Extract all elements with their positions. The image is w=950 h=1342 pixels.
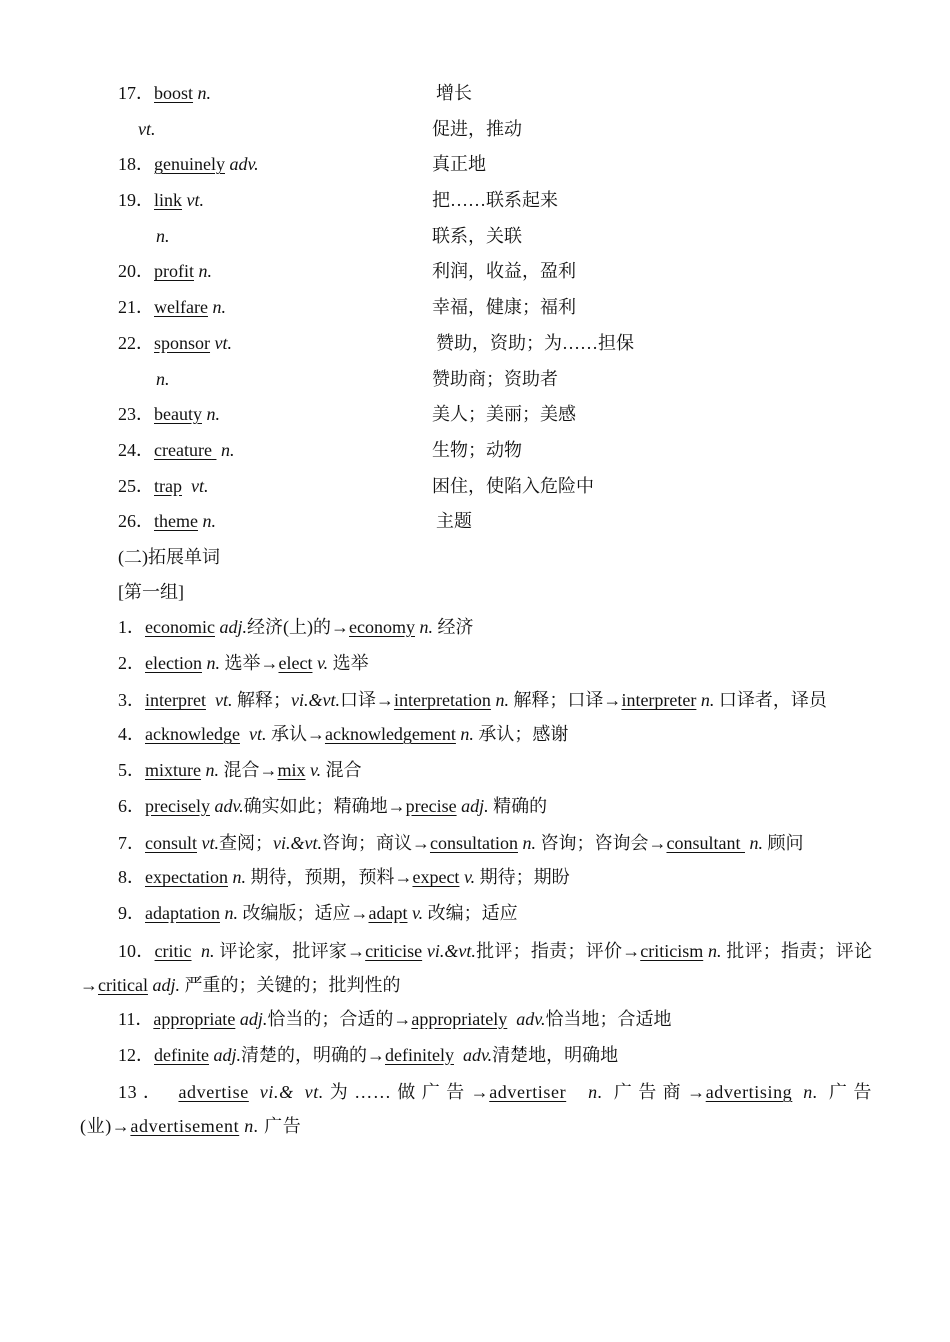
vocab-meaning: 利润，收益，盈利 — [432, 261, 576, 282]
vocab-meaning: 困住，使陷入危险中 — [432, 475, 594, 496]
vocab-word: trap — [154, 475, 182, 496]
ext-word: economy — [349, 617, 415, 637]
ext-word: interpret — [145, 690, 206, 711]
ext-word: adaptation — [145, 903, 220, 924]
group-label: [第一组] — [118, 582, 184, 602]
part-of-speech: n. — [206, 404, 220, 425]
vocab-row-22b — [118, 364, 718, 400]
part-of-speech: vt. — [190, 475, 209, 496]
part-of-speech: vt. — [138, 118, 156, 139]
ext-word: definitely — [385, 1044, 454, 1065]
vocab-word: boost — [154, 83, 194, 103]
ext-word: mixture — [145, 760, 201, 781]
vocab-meaning: 增长 — [436, 83, 472, 103]
ext-word: interpreter — [621, 690, 697, 711]
entry-number: 18． — [118, 154, 154, 175]
vocab-meaning: 赞助商；资助者 — [432, 368, 558, 389]
part-of-speech: n. — [156, 368, 170, 389]
part-of-speech: vt. — [214, 332, 233, 353]
ext-word: precisely — [145, 795, 210, 816]
ext-word: critical — [98, 974, 148, 995]
extension-entry-9: 9．adaptation n. 改编版；适应→adapt v. 改编；适应 — [118, 903, 518, 924]
ext-word: adapt — [368, 903, 408, 924]
extension-entry-7: 7．consult vt.查阅；vi.&vt.咨询；商议→consultation n. 咨询；咨询会→consultant n. 顾问 — [118, 833, 804, 854]
part-of-speech: n. — [198, 261, 212, 282]
entry-number: 19． — [118, 190, 154, 211]
extension-entry-1: 1．economic adj.经济(上)的→economy n. 经济 — [118, 617, 474, 637]
extension-entry-10: 10．critic n. 评论家，批评家→criticise vi.&vt.批评；指责；评价→criticism n. 批评；指责；评论→critical adj. 严重的；关键的；批判性的 — [80, 940, 873, 995]
ext-word: expect — [412, 867, 460, 888]
extension-entry-2: 2．election n. 选举→elect v. 选举 — [118, 652, 369, 673]
vocab-meaning: 联系，关联 — [432, 225, 522, 246]
ext-word: advertising — [705, 1082, 793, 1103]
part-of-speech: n. — [212, 297, 226, 318]
vocab-row-22 — [118, 328, 718, 364]
vocab-row-17b — [118, 114, 718, 150]
vocab-word: theme — [154, 511, 198, 532]
extension-entry-3: 3．interpret vt. 解释；vi.&vt.口译→interpretation n. 解释；口译→interpreter n. 口译者，译员 — [118, 690, 827, 711]
ext-word: elect — [278, 652, 313, 673]
ext-word: acknowledge — [145, 724, 240, 745]
ext-word: economic — [145, 617, 215, 637]
vocab-row-24 — [118, 435, 718, 471]
extension-entry-13: 13． advertise vi.& vt.为……做广告→advertiser n. 广告商→advertising n. 广告(业)→advertisement n. 广告 — [80, 1082, 872, 1137]
vocab-word: link — [154, 190, 183, 211]
extension-words — [80, 612, 872, 1145]
vocab-meaning: 生物；动物 — [432, 439, 522, 460]
part-of-speech: n. — [156, 225, 170, 246]
vocab-entry — [118, 185, 204, 215]
entry-number: 26． — [118, 511, 154, 532]
vocab-meaning: 真正地 — [432, 154, 486, 175]
ext-word: expectation — [145, 867, 228, 888]
ext-word: acknowledgement — [324, 724, 456, 745]
vocab-row-26 — [118, 506, 718, 542]
vocab-row-25 — [118, 471, 718, 507]
extension-entry-12: 12．definite adj.清楚的，明确的→definitely adv.清楚地，明确地 — [118, 1044, 619, 1065]
ext-word: mix — [277, 760, 306, 781]
part-of-speech: n. — [197, 83, 212, 103]
vocab-word: profit — [154, 261, 194, 282]
ext-word: interpretation — [393, 690, 491, 711]
vocab-meaning: 美人；美丽；美感 — [432, 404, 576, 425]
part-of-speech: adv. — [229, 154, 259, 175]
vocab-entry — [118, 292, 226, 322]
vocab-row-20 — [118, 256, 718, 292]
vocab-entry — [118, 435, 234, 465]
ext-word: consultant — [666, 833, 741, 854]
section-heading: (二)拓展单词 — [118, 547, 220, 567]
vocab-entry — [118, 471, 208, 501]
vocab-meaning: 促进，推动 — [432, 118, 522, 139]
vocab-meaning: 幸福，健康；福利 — [432, 297, 576, 318]
vocab-entry — [118, 256, 212, 286]
vocab-entry — [118, 399, 220, 429]
ext-word: criticism — [640, 940, 704, 961]
ext-word: criticise — [365, 940, 423, 961]
vocab-row-19 — [118, 185, 718, 221]
vocab-entry — [118, 149, 259, 179]
ext-word: advertisement — [130, 1116, 240, 1137]
extension-entry-4: 4．acknowledge vt. 承认→acknowledgement n. 承认；感谢 — [118, 724, 569, 745]
entry-number: 24． — [118, 439, 154, 460]
entry-number: 25． — [118, 475, 154, 496]
vocab-meaning: 赞助，资助；为……担保 — [436, 332, 634, 353]
vocab-meaning: 主题 — [436, 511, 472, 532]
extension-entry-6: 6．precisely adv.确实如此；精确地→precise adj. 精确的 — [118, 795, 548, 816]
ext-word: critic — [154, 940, 192, 961]
vocab-meaning: 把……联系起来 — [432, 190, 558, 211]
vocab-word: welfare — [154, 297, 208, 318]
part-of-speech: n. — [202, 511, 216, 532]
vocab-row-18 — [118, 149, 718, 185]
vocab-entry — [118, 328, 232, 358]
ext-word: consultation — [429, 833, 518, 854]
ext-word: definite — [154, 1044, 209, 1065]
vocab-word: beauty — [154, 404, 202, 425]
ext-word: advertise — [178, 1082, 249, 1103]
vocab-row-21 — [118, 292, 718, 328]
extension-entry-5: 5．mixture n. 混合→mix v. 混合 — [118, 760, 362, 781]
vocab-word: sponsor — [154, 332, 211, 353]
ext-word: appropriately — [411, 1008, 508, 1029]
entry-number: 17． — [118, 83, 154, 103]
vocab-word: genuinely — [154, 154, 225, 175]
vocab-row-23 — [118, 399, 718, 435]
ext-word: consult — [145, 833, 197, 854]
vocab-entry — [118, 506, 216, 536]
vocabulary-list — [118, 78, 718, 542]
entry-number: 21． — [118, 297, 154, 318]
vocab-row-17 — [118, 78, 718, 114]
vocab-word: creature — [154, 439, 212, 460]
ext-word: advertiser — [489, 1082, 567, 1103]
entry-number: 22． — [118, 332, 154, 353]
ext-word: precise — [405, 795, 457, 816]
ext-word: election — [145, 652, 202, 673]
ext-word: appropriate — [153, 1008, 236, 1029]
entry-number: 20． — [118, 261, 154, 282]
extension-entry-8: 8．expectation n. 期待，预期，预料→expect v. 期待；期盼 — [118, 867, 570, 888]
entry-number: 23． — [118, 404, 154, 425]
vocab-row-19b — [118, 221, 718, 257]
extension-entry-11: 11．appropriate adj.恰当的；合适的→appropriately adv.恰当地；合适地 — [118, 1008, 672, 1029]
part-of-speech: vt. — [186, 190, 205, 211]
vocab-entry — [118, 78, 211, 108]
part-of-speech: n. — [220, 439, 235, 460]
